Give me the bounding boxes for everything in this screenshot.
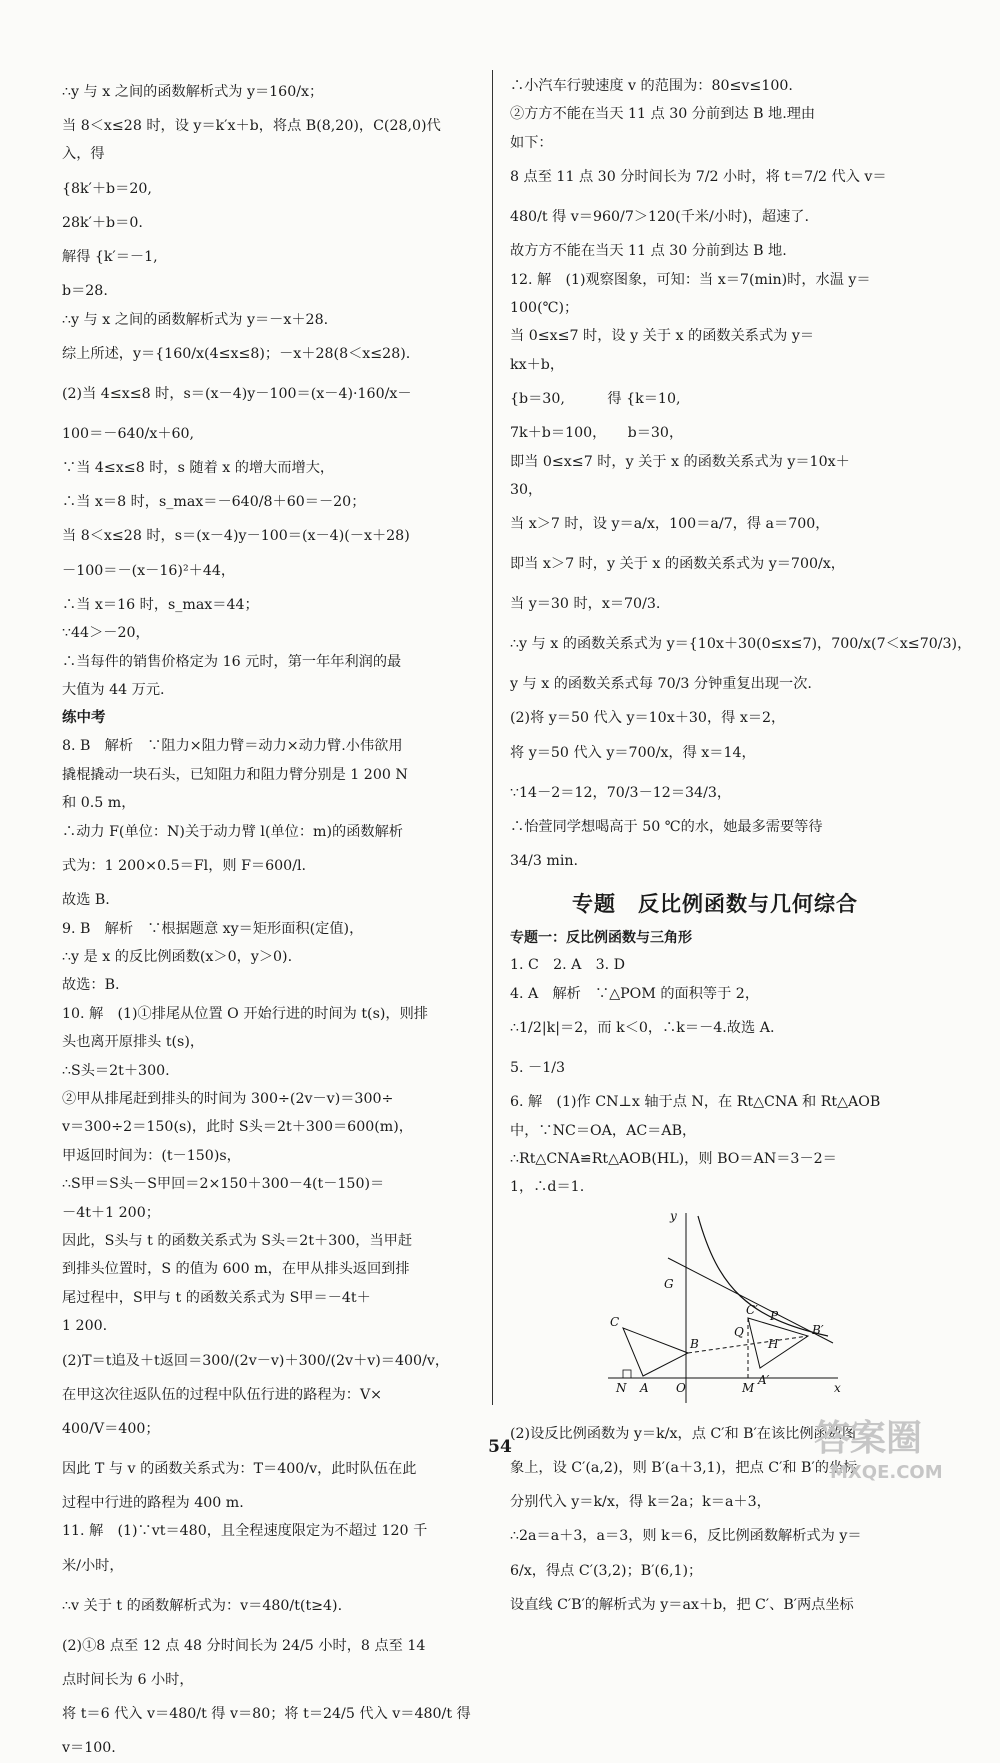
- left-column: [62, 72, 477, 1763]
- right-lines-2-line: ∴1/2|k|＝2，而 k＜0，∴k＝－4.故选 A.: [510, 1020, 775, 1037]
- right-lines-line: {b＝30, 得 {k＝10,: [510, 391, 681, 408]
- right-lines-2-line: 4. A 解析 ∵△POM 的面积等于 2，: [510, 985, 760, 1002]
- left-lines-line: 头也离开原排头 t(s)，: [62, 1034, 205, 1051]
- left-lines-line: (2)①8 点至 12 点 48 分时间长为 24/5 小时，8 点至 14: [62, 1637, 426, 1654]
- right-lines-2-line: ∴Rt△CNA≌Rt△AOB(HL)，则 BO＝AN＝3－2＝: [510, 1150, 837, 1167]
- left-lines-line: ∴S头＝2t＋300.: [62, 1062, 170, 1079]
- left-lines-line: ∴S甲＝S头－S甲回＝2×150＋300－4(t－150)＝: [62, 1176, 385, 1193]
- fig-label-a-prime: A′: [758, 1372, 770, 1387]
- left-lines-line: 将 t＝6 代入 v＝480/t 得 v＝80；将 t＝24/5 代入 v＝480/t 得: [62, 1706, 471, 1723]
- left-lines-line: 100＝－640/x＋60,: [62, 426, 195, 443]
- left-lines-line: 当 8＜x≤28 时，设 y＝k′x＋b，将点 B(8,20)，C(28,0)代: [62, 118, 441, 134]
- fig-label-g: G: [664, 1276, 674, 1291]
- left-lines-line: 式为：1 200×0.5＝Fl，则 F＝600/l.: [62, 858, 307, 875]
- right-lines-line: 将 y＝50 代入 y＝700/x，得 x＝14，: [510, 744, 756, 761]
- fig-label-o: O: [676, 1380, 686, 1395]
- fig-label-b: B: [690, 1336, 699, 1351]
- right-lines-line: ∴y 与 x 的函数关系式为 y＝{10x＋30(0≤x≤7)，700/x(7＜x≤70/3)，: [510, 636, 972, 653]
- right-lines-line: 480/t 得 v＝960/7＞120(千米/小时)，超速了.: [510, 209, 809, 226]
- left-lines-line: 撬棍撬动一块石头，已知阻力和阻力臂分别是 1 200 N: [62, 766, 408, 783]
- left-lines-line: 因此 T 与 v 的函数关系式为：T＝400/v，此时队伍在此: [62, 1461, 417, 1477]
- left-lines-line: 故选：B.: [62, 977, 120, 994]
- right-lines-line: 100(℃)；: [510, 300, 579, 317]
- left-lines-line: ∴v 关于 t 的函数解析式为：v＝480/t(t≥4).: [62, 1597, 343, 1614]
- left-lines-line: v＝300÷2＝150(s)，此时 S头＝2t＋300＝600(m)，: [62, 1119, 413, 1136]
- left-lines-line: 400/V＝400；: [62, 1421, 160, 1437]
- left-lines-line: ∴当 x＝16 时，s_max＝44；: [62, 596, 259, 613]
- triangle-can: [623, 1328, 688, 1376]
- left-lines-line: v＝100.: [62, 1740, 116, 1757]
- right-lines-line: ∵14－2＝12，70/3－12＝34/3，: [510, 784, 732, 801]
- left-lines-line: ②甲从排尾赶到排头的时间为 300÷(2v－v)＝300÷: [62, 1090, 394, 1107]
- left-lines-line: 尾过程中，S甲与 t 的函数关系式为 S甲＝－4t＋: [62, 1289, 371, 1306]
- left-lines-line: (2)T＝t追及＋t返回＝300/(2v－v)＋300/(2v＋v)＝400/v，: [62, 1352, 450, 1369]
- dashed-segment: [688, 1336, 808, 1353]
- fig-label-c: C: [610, 1314, 620, 1329]
- left-lines-line: ∴y 是 x 的反比例函数(x＞0，y＞0).: [62, 948, 293, 965]
- left-lines-line: ∴y 与 x 之间的函数解析式为 y＝－x＋28.: [62, 311, 329, 328]
- watermark-text: 答案圈: [814, 1418, 923, 1459]
- right-lines-2-line: 5. －1/3: [510, 1060, 566, 1077]
- left-lines-line: 当 8＜x≤28 时，s＝(x－4)y－100＝(x－4)(－x＋28): [62, 528, 410, 545]
- left-lines-line: 10. 解 (1)①排尾从位置 O 开始行进的时间为 t(s)，则排: [62, 1005, 428, 1022]
- left-lines-line: 过程中行进的路程为 400 m.: [62, 1495, 244, 1511]
- watermark-url: MXQE.COM: [830, 1462, 943, 1483]
- watermark-logo: [810, 1410, 985, 1485]
- fig-label-m: M: [742, 1380, 755, 1395]
- right-lines-line: 当 y＝30 时，x＝70/3.: [510, 596, 661, 613]
- right-lines-line: (2)将 y＝50 代入 y＝10x＋30，得 x＝2，: [510, 710, 786, 727]
- right-lines-line: y 与 x 的函数关系式每 70/3 分钟重复出现一次.: [510, 676, 812, 693]
- right-lines-line: 8 点至 11 点 30 分时间长为 7/2 小时，将 t＝7/2 代入 v＝: [510, 169, 887, 186]
- right-lines-3-line: (2)设反比例函数为 y＝k/x，点 C′和 B′在该比例函数图: [510, 1425, 857, 1442]
- fig-label-q: Q: [734, 1324, 744, 1339]
- right-lines-line: kx＋b，: [510, 356, 565, 373]
- left-lines-line: ∴y 与 x 之间的函数解析式为 y＝160/x；: [62, 84, 324, 100]
- right-lines-2-line: 1，∴d＝1.: [510, 1179, 585, 1196]
- left-lines-line: 故选 B.: [62, 892, 110, 909]
- left-lines-line: 大值为 44 万元.: [62, 682, 165, 699]
- left-lines-line: ∴当每件的销售价格定为 16 元时，第一年年利润的最: [62, 653, 402, 670]
- right-lines-line: 当 0≤x≤7 时，设 y 关于 x 的函数关系式为 y＝: [510, 328, 815, 345]
- fig-label-c-prime: C′: [746, 1302, 758, 1317]
- right-column-part-1: [510, 72, 972, 881]
- right-column-part-2: [510, 951, 920, 1201]
- left-lines-line: 和 0.5 m，: [62, 795, 136, 812]
- left-lines-line: －4t＋1 200；: [62, 1204, 160, 1221]
- right-lines-2-line: 6. 解 (1)作 CN⊥x 轴于点 N，在 Rt△CNA 和 Rt△AOB: [510, 1094, 881, 1111]
- right-lines-line: ∴小汽车行驶速度 v 的范围为：80≤v≤100.: [510, 78, 793, 94]
- right-lines-line: 34/3 min.: [510, 853, 579, 870]
- left-lines-line: 11. 解 (1)∵vt＝480，且全程速度限定为不超过 120 千: [62, 1523, 428, 1540]
- fig-label-n: N: [616, 1380, 627, 1395]
- fig-label-h: H: [768, 1336, 779, 1351]
- right-lines-line: 7k＋b＝100， b＝30，: [510, 425, 684, 442]
- right-lines-3-line: ∴2a＝a＋3，a＝3，则 k＝6，反比例函数解析式为 y＝: [510, 1528, 862, 1545]
- left-lines-line: 1 200.: [62, 1318, 108, 1335]
- right-lines-line: ∴怡萱同学想喝高于 50 ℃的水，她最多需要等待: [510, 818, 823, 835]
- left-lines-line: 28k′＋b＝0.: [62, 214, 143, 231]
- left-lines-line: 因此，S头与 t 的函数关系式为 S头＝2t＋300，当甲赶: [62, 1232, 413, 1249]
- right-lines-3-line: 象上，设 C′(a,2)，则 B′(a＋3,1)，把点 C′和 B′的坐标: [510, 1459, 858, 1476]
- fig-label-p: P: [770, 1308, 779, 1323]
- left-lines-line: －100＝－(x－16)²＋44，: [62, 562, 236, 579]
- left-lines-line: (2)当 4≤x≤8 时，s＝(x－4)y－100＝(x－4)·160/x－: [62, 386, 412, 403]
- left-lines-line: 练中考: [62, 710, 106, 727]
- left-lines-line: 9. B 解析 ∵根据题意 xy＝矩形面积(定值)，: [62, 920, 364, 937]
- left-lines-line: ∴当 x＝8 时，s_max＝－640/8＋60＝－20；: [62, 494, 366, 511]
- left-lines-line: ∵当 4≤x≤8 时，s 随着 x 的增大而增大，: [62, 460, 335, 477]
- left-lines-line: 解得 {k′＝－1,: [62, 249, 158, 266]
- right-lines-3-line: 分别代入 y＝k/x，得 k＝2a；k＝a＋3，: [510, 1494, 771, 1511]
- right-lines-2-line: 中，∵NC＝OA，AC＝AB，: [510, 1122, 697, 1139]
- right-lines-line: 如下：: [510, 134, 553, 151]
- left-lines-line: 8. B 解析 ∵阻力×阻力臂＝动力×动力臂.小伟欲用: [62, 738, 403, 755]
- right-lines-line: 当 x＞7 时，设 y＝a/x，100＝a/7，得 a＝700，: [510, 516, 830, 533]
- left-lines-line: {8k′＋b＝20,: [62, 180, 152, 197]
- left-lines-line: 点时间长为 6 小时，: [62, 1671, 194, 1688]
- left-lines-line: 入，得: [62, 146, 105, 163]
- hyperbola-curve: [698, 1216, 828, 1336]
- fig-label-y: y: [670, 1208, 677, 1223]
- left-lines-line: ∴动力 F(单位：N)关于动力臂 l(单位：m)的函数解析: [62, 823, 403, 840]
- left-lines-line: ∵44＞－20，: [62, 625, 150, 642]
- geometry-figure: [598, 1208, 848, 1408]
- right-lines-2-line: 1. C 2. A 3. D: [510, 957, 625, 974]
- right-column: [510, 72, 972, 1619]
- left-lines-line: 米/小时，: [62, 1557, 124, 1574]
- left-lines-line: 综上所述，y＝{160/x(4≤x≤8)；－x＋28(8＜x≤28).: [62, 346, 411, 363]
- right-lines-line: 即当 0≤x≤7 时，y 关于 x 的函数关系式为 y＝10x＋: [510, 453, 850, 470]
- fig-label-x: x: [834, 1380, 841, 1395]
- right-lines-line: 故方方不能在当天 11 点 30 分前到达 B 地.: [510, 243, 787, 260]
- right-lines-line: 即当 x＞7 时，y 关于 x 的函数关系式为 y＝700/x，: [510, 556, 845, 573]
- right-lines-line: 12. 解 (1)观察图象，可知：当 x＝7(min)时，水温 y＝: [510, 271, 871, 288]
- right-angle-mark: [623, 1370, 631, 1378]
- column-divider: [492, 70, 493, 1405]
- right-lines-line: 30，: [510, 482, 543, 499]
- right-lines-3-line: 设直线 C′B′的解析式为 y＝ax＋b，把 C′、B′两点坐标: [510, 1596, 854, 1613]
- left-lines-line: 在甲这次往返队伍的过程中队伍行进的路程为：V×: [62, 1386, 383, 1403]
- left-lines-line: 甲返回时间为：(t－150)s，: [62, 1147, 241, 1164]
- right-lines-line: ②方方不能在当天 11 点 30 分前到达 B 地.理由: [510, 106, 816, 123]
- topic-title: 专题 反比例函数与几何综合: [572, 892, 858, 917]
- fig-label-a: A: [640, 1380, 649, 1395]
- page-number: 54: [488, 1437, 512, 1457]
- right-lines-3-line: 6/x，得点 C′(3,2)；B′(6,1)；: [510, 1562, 703, 1579]
- left-lines-line: b＝28.: [62, 283, 108, 300]
- subsection-heading: 专题一：反比例函数与三角形: [510, 930, 692, 947]
- fig-label-b-prime: B′: [812, 1322, 824, 1337]
- left-lines-line: 到排头位置时，S 的值为 600 m，在甲从排头返回到排: [62, 1261, 410, 1278]
